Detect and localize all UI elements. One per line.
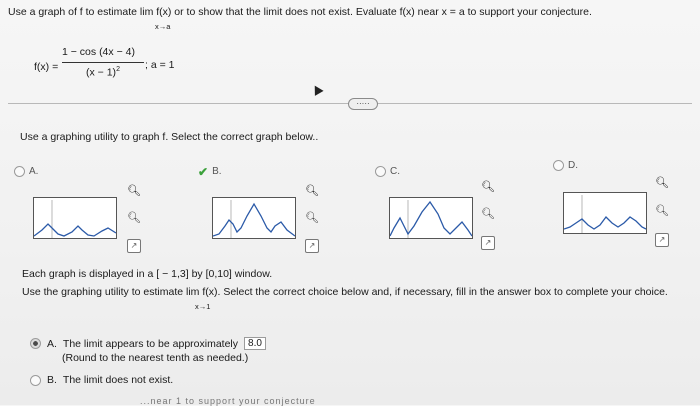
function-lhs: f(x) =	[34, 61, 59, 73]
graph-a[interactable]	[33, 197, 117, 239]
question-text: Use a graph of f to estimate lim f(x) or to show that the limit does not exist. Evaluate f(x) near x = a to support your conjecture.	[8, 6, 592, 18]
graph-b[interactable]	[212, 197, 296, 239]
limit-subscript: x→a	[155, 22, 171, 31]
instruction-text: Use a graphing utility to graph f. Select the correct graph below..	[20, 131, 319, 143]
option-c[interactable]	[375, 166, 400, 177]
option-a[interactable]	[14, 166, 38, 177]
zoom-out-icon[interactable]: 🔍︎	[481, 208, 495, 220]
radio-d[interactable]	[553, 160, 564, 171]
zoom-in-icon[interactable]: 🔍︎	[127, 185, 141, 197]
expand-icon[interactable]: ↗	[655, 233, 669, 247]
graph-c-plot	[390, 198, 472, 238]
option-d-label: D.	[568, 160, 578, 171]
zoom-out-icon[interactable]: 🔍︎	[127, 212, 141, 224]
graph-d-plot	[564, 193, 646, 233]
answer-a-text: The limit appears to be approximately	[62, 337, 239, 350]
answer-choice-a[interactable]	[30, 337, 266, 350]
answer-choice-b[interactable]	[30, 374, 173, 386]
radio-answer-b[interactable]	[30, 375, 41, 386]
option-a-label: A.	[29, 166, 39, 177]
zoom-in-icon[interactable]: 🔍︎	[481, 181, 495, 193]
answer-b-prefix: B.	[47, 374, 57, 386]
option-d[interactable]	[553, 160, 578, 171]
answer-a-hint: (Round to the nearest tenth as needed.)	[62, 352, 249, 364]
radio-c[interactable]	[375, 166, 386, 177]
graph-c[interactable]	[389, 197, 473, 239]
expand-icon[interactable]: ↗	[481, 236, 495, 250]
zoom-out-icon[interactable]: 🔍︎	[655, 205, 669, 217]
more-button[interactable]: ·····	[348, 98, 378, 110]
option-c-label: C.	[390, 166, 400, 177]
a-value: ; a = 1	[145, 59, 175, 71]
checkmark-icon: ✔	[198, 164, 209, 179]
option-b-label: B.	[212, 166, 222, 177]
expand-icon[interactable]: ↗	[305, 239, 319, 253]
radio-answer-a[interactable]	[30, 338, 41, 349]
estimate-text: Use the graphing utility to estimate lim f(x). Select the correct choice below and, if necessary, fill in the answer box to complete your choice.	[22, 286, 668, 298]
answer-input[interactable]: 8.0	[244, 337, 266, 350]
estimate-limit-subscript: x→1	[195, 302, 211, 311]
zoom-in-icon[interactable]: 🔍︎	[655, 177, 669, 189]
function-denominator: $(x - 1)^2$	[86, 66, 120, 79]
window-note: Each graph is displayed in a [ − 1,3] by [0,10] window.	[22, 268, 273, 280]
fraction-bar	[62, 62, 144, 63]
function-numerator: 1 − cos (4x − 4)	[62, 46, 135, 58]
radio-a[interactable]	[14, 166, 25, 177]
cut-off-text: ...near 1 to support your conjecture	[140, 396, 316, 406]
answer-a-prefix: A.	[47, 337, 57, 350]
zoom-in-icon[interactable]: 🔍︎	[305, 185, 319, 197]
expand-icon[interactable]: ↗	[127, 239, 141, 253]
zoom-out-icon[interactable]: 🔍︎	[305, 212, 319, 224]
mouse-cursor-icon	[310, 83, 323, 96]
graph-d[interactable]	[563, 192, 647, 234]
option-b[interactable]	[198, 166, 222, 177]
answer-b-text: The limit does not exist.	[62, 374, 174, 386]
graph-a-plot	[34, 198, 116, 238]
graph-b-plot	[213, 198, 295, 238]
